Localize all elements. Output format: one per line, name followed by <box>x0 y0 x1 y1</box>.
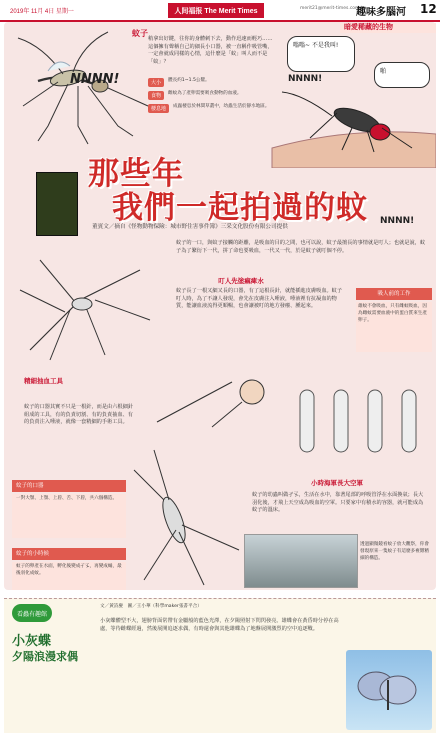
fact-tag: 棲息地 <box>148 104 169 113</box>
nnnn-sound-left: NNNN! <box>70 72 120 87</box>
mosquito-photo <box>244 534 358 588</box>
page-number: 12 <box>420 2 437 16</box>
section-title-water: 小時海軍長大空軍 <box>311 479 363 487</box>
opening-paragraph: 蚊子的一口，與蚊子接觸的距離，是吸血的目的之間，也可以說，蚊子最擅長的事情就是叮人；也就是說，蚊子為了繁衍下一代，拼了命也要吸血，一代又一代，於是蚊子就叮個不停。 <box>176 240 426 254</box>
section-body-small: 蚊子的卵產在水面，孵化後變成孑孓，再變成蛹，最後羽化成蚊。 <box>12 562 126 590</box>
issue-date: 2019年 11月 4日 星期一 <box>10 9 74 15</box>
smack-bubble <box>374 62 430 88</box>
speech-bubble <box>287 36 355 72</box>
section-title-tools: 精細抽血工具 <box>24 377 63 385</box>
section-title-suck: 叮人先塗痲痺水 <box>218 277 264 285</box>
book-cover-image <box>36 172 78 236</box>
series-label: 暗愛稀藏的生物 <box>344 23 393 31</box>
butterfly-photo <box>346 650 432 730</box>
bottom-title-1: 小灰蝶 <box>12 634 52 649</box>
fact-text: 雌蚊為了產卵需要吸食動物的血液。 <box>168 91 242 96</box>
butterfly-icon <box>346 650 432 730</box>
section-title-small: 蚊子的小時候 <box>12 548 126 560</box>
nnnn-sound-right: NNNN! <box>288 74 323 84</box>
section-body-female: 雄蚊不會吸血，只有雌蚊吸血，因為雌蚊需要血液中的蛋白質來生產卵子。 <box>356 302 432 352</box>
section-body-mouthparts: 一對大顎、上顎、上唇、舌、下唇，共六個構造。 <box>12 494 126 538</box>
column-tag: 看蟲有趣館 <box>12 604 52 622</box>
mosquito-on-arm-illustration <box>262 88 436 168</box>
mouthparts-illustration <box>152 362 282 432</box>
fact-row <box>148 78 298 87</box>
speech-bubble-text: 嗡嗡~ 不是我叫! <box>293 42 339 49</box>
newspaper-logo: 人间福报 The Merit Times <box>168 3 264 18</box>
nnnn-sound-big: NNNN! <box>380 216 415 226</box>
mosquito-sketch-mid <box>10 250 160 370</box>
section-body-water: 蚊子的幼蟲叫做孑孓，生活在水中，靠著尾部的呼吸管浮在水面換氣；長大羽化後，才飛上天空成為吸血的空軍。只要家中有積水的容器，就可能成為蚊子的溫床。 <box>252 492 424 514</box>
section-body-suck: 蚊子長了一根又細又長的口器，有了這根長針，就能插進皮膚吸血。蚊子叮人時，為了不讓人發現，會先在皮膚注入唾液，唾液裡有抗凝血的物質，能讓血液流得更順暢，也會讓被叮的地方發癢、腫起來。 <box>176 288 343 310</box>
fact-text: 體長約1~1.5公釐。 <box>168 78 210 83</box>
fact-tag: 食物 <box>148 91 164 100</box>
photo-caption: 透過顯微鏡看蚊子放大觀察，你會發現原來一隻蚊子有這麼多複雜精細的構造。 <box>360 542 429 561</box>
headline-line1: 那些年 <box>88 156 184 192</box>
section-name: 趣味多腦河 <box>356 7 406 18</box>
fact-text: 成蟲棲息於林間草叢中，幼蟲生活於靜水地區。 <box>173 104 270 109</box>
larvae-illustration <box>290 384 430 464</box>
headline-line2: 我們一起拍過的蚊 <box>112 190 368 226</box>
bottom-title-2: 夕陽浪漫求偶 <box>12 650 78 663</box>
section-title-mouthparts: 蚊子的口器 <box>12 480 126 492</box>
bottom-byline: 文／黃詩慶 圖／王小華（科學maker張書平合） <box>100 604 202 609</box>
website: merit21@merit-times.com.tw <box>300 6 367 11</box>
section-body-tools: 蚊子的口器其實不只是一根針，而是由六根細針組成的工具，有的負責切割、有的負責抽血、有的負責注入唾液，就像一套精細的手術工具。 <box>24 404 133 426</box>
intro-text: 稍拿出好鍵，往你的身體刺下去，動作迅速而輕巧……這個擁有聲稱自己的細長小口器，被一直稱作吸管嘴，一定會就成同樣的心情，這什麼是「蚊」叫人而不是「蚊」？ <box>148 36 273 65</box>
bottom-body: 小灰蝶體型不大，翅膀背面常帶有金屬般的藍色光澤，在夕陽照射下閃閃發亮。雄蝶會在黃昏時分停在高處，等待雌蝶經過，然後展開追逐求偶，有時還會與其他雄蝶為了地盤展開激烈的空中追逐戰。 <box>100 618 339 632</box>
smack-text: 啪 <box>380 68 387 75</box>
fact-tag: 大小 <box>148 78 164 87</box>
section-title-female: 吸人前的工作 <box>356 288 432 300</box>
byline: 董賓文／摘自《怪物動物保險：城市野住害事件簿》三采文化股份有限公司提供 <box>92 224 288 230</box>
mosquito-label: 蚊子 <box>132 29 148 38</box>
mosquito-sketch-lower <box>124 440 244 590</box>
